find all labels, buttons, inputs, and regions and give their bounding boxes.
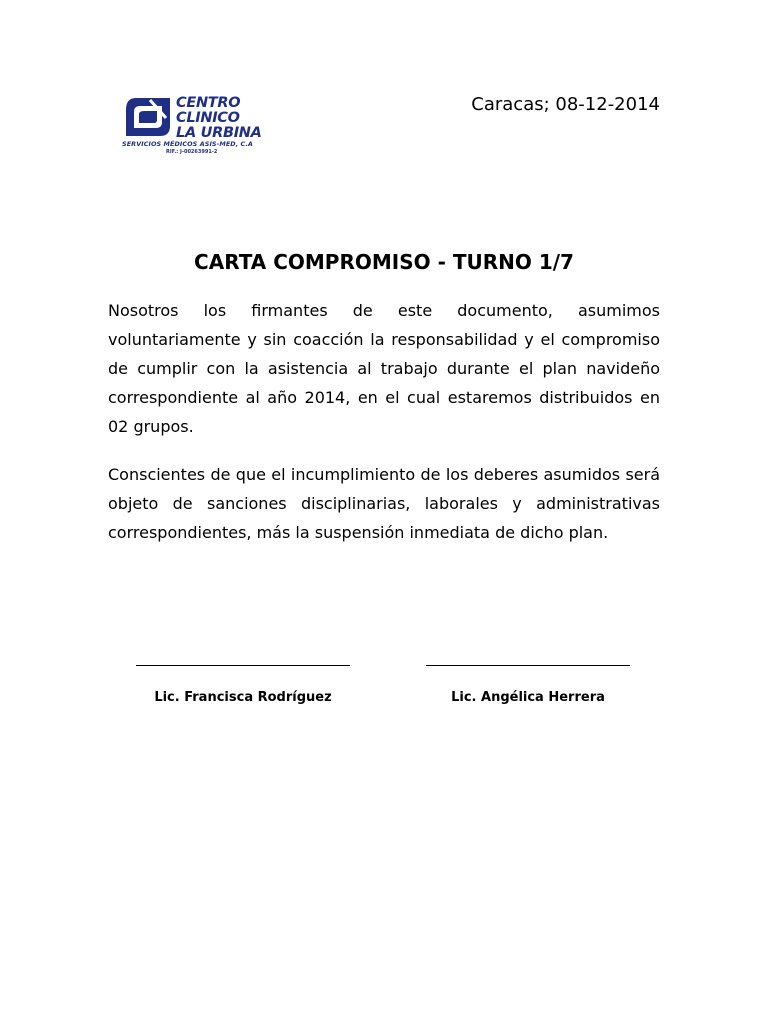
clinic-logo-wordmark — [176, 96, 262, 141]
signature-block-2 — [426, 648, 630, 705]
body-paragraph-2: Conscientes de que el incumplimiento de los deberes asumidos será objeto de sanciones disciplinarias, laborales y administrativas correspondientes, más la suspensión inmediata de dicho plan. — [108, 465, 660, 542]
logo-subtitle: SERVICIOS MÉDICOS ASIS-MED, C.A — [122, 140, 253, 148]
signature-name: Lic. Angélica Herrera — [451, 690, 605, 705]
logo-line-3: LA URBINA — [176, 125, 262, 141]
logo-rif: RIF.: J-00263991-2 — [166, 149, 218, 155]
clinic-logo — [122, 96, 262, 158]
document-title: CARTA COMPROMISO - TURNO 1/7 — [194, 250, 574, 274]
logo-line-1: CENTRO — [176, 95, 241, 111]
document-date: Caracas; 08-12-2014 — [471, 94, 660, 115]
clinic-logo-icon — [122, 96, 172, 138]
signature-line — [136, 648, 350, 666]
body-paragraph-1: Nosotros los firmantes de este documento, asumimos voluntariamente y sin coacción la responsabilidad y el compromiso de cumplir con la asistencia al trabajo durante el plan navideño correspondiente al año 2014, en el cual estaremos distribuidos en 02 grupos. — [108, 301, 660, 436]
logo-line-2: CLINICO — [176, 110, 240, 126]
signature-block-1 — [136, 648, 350, 705]
signature-line — [426, 648, 630, 666]
signature-name: Lic. Francisca Rodríguez — [154, 690, 332, 705]
